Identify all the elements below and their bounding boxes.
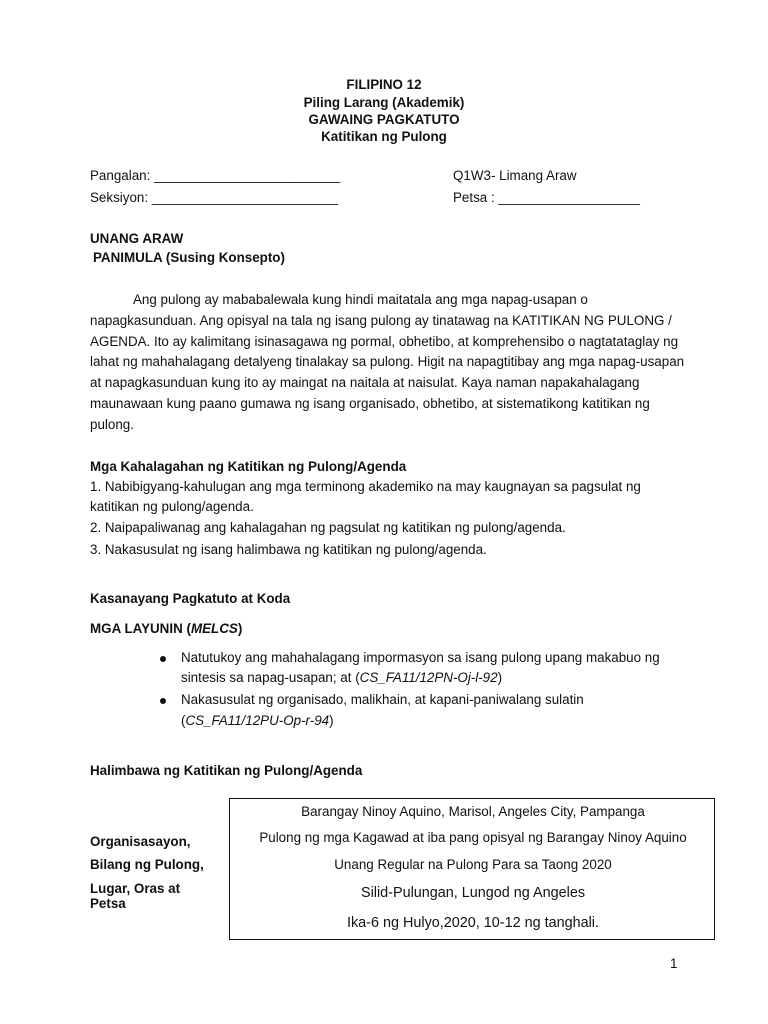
box-organization: Barangay Ninoy Aquino, Marisol, Angeles City, Pampanga (301, 804, 645, 819)
objective-1-code: CS_FA11/12PN-Oj-l-92 (359, 670, 498, 685)
bullet-dot (160, 698, 166, 704)
date-field: Petsa : ___________________ (453, 190, 640, 205)
objectives-heading-prefix: MGA LAYUNIN ( (90, 621, 191, 636)
importance-item-1: 1. Nabibigyang-kahulugan ang mga terminong akademiko na may kaugnayan sa pagsulat ng (90, 479, 641, 494)
objective-1-prefix: sintesis sa napag-usapan; at ( (181, 670, 360, 685)
box-venue: Silid-Pulungan, Lungod ng Angeles (360, 885, 586, 901)
box-meeting-number: Unang Regular na Pulong Para sa Taong 2020 (334, 857, 612, 872)
competency-heading: Kasanayang Pagkatuto at Koda (90, 591, 291, 606)
importance-item-1-cont: katitikan ng pulong/agenda. (90, 499, 254, 514)
objectives-heading-italic: MELCS (190, 621, 238, 636)
objective-2-line1: Nakasusulat ng organisado, malikhain, at kapani-paniwalang sulatin (181, 692, 584, 707)
objective-2-prefix: ( (181, 713, 186, 728)
objective-1-line2 (181, 670, 502, 685)
week-label: Q1W3- Limang Araw (453, 168, 577, 183)
doc-title-course: Piling Larang (Akademik) (303, 95, 465, 110)
section-field: Seksiyon: _________________________ (90, 190, 338, 205)
importance-item-3: 3. Nakasusulat ng isang halimbawa ng katitikan ng pulong/agenda. (90, 542, 487, 557)
box-date-time: Ika-6 ng Hulyo,2020, 10-12 ng tanghali. (346, 915, 599, 931)
label-venue-time: Lugar, Oras at (90, 881, 181, 896)
objective-2-line2 (181, 713, 334, 728)
objectives-heading-suffix: ) (237, 621, 243, 636)
label-date: Petsa (90, 896, 126, 911)
intro-paragraph: Ang pulong ay mababalewala kung hindi maitatala ang mga napag-usapan o napagkasunduan. Ang opisyal na tala ng isang pulong ay tinatawag na KATITIKAN NG PULONG / AGENDA. Ito ay kalimitang isinasagawa ng pormal, obhetibo, at komprehensibo o nagtatataglay ng lahat ng mahahalagang detalyeng tinalakay sa pulong. Higit na napagtitibay ang mga napag-usapan at napagkasunduan kung ito ay maingat na naitala at naisulat. Kaya naman napakahalagang maunawaan kung paano gumawa ng isang organisado, obhetibo, at sistematikong katitikan ng pulong. (90, 292, 685, 432)
objectives-heading (90, 621, 242, 636)
label-organization: Organisasayon, (90, 834, 191, 849)
objective-1-line1: Natutukoy ang mahahalagang impormasyon sa isang pulong upang makabuo ng (181, 650, 660, 665)
doc-title-topic: Katitikan ng Pulong (321, 129, 447, 144)
objective-2-code: CS_FA11/12PU-Op-r-94 (185, 713, 330, 728)
objective-2-suffix: ) (329, 713, 334, 728)
example-heading: Halimbawa ng Katitikan ng Pulong/Agenda (90, 763, 363, 778)
objective-1-suffix: ) (497, 670, 503, 685)
doc-title-activity: GAWAING PAGKATUTO (308, 112, 460, 127)
box-meeting-title: Pulong ng mga Kagawad at iba pang opisyal ng Barangay Ninoy Aquino (259, 830, 687, 845)
page-number: 1 (670, 956, 678, 971)
label-meeting-number: Bilang ng Pulong, (90, 857, 204, 872)
section-subheading-intro: PANIMULA (Susing Konsepto) (93, 250, 285, 265)
importance-heading: Mga Kahalagahan ng Katitikan ng Pulong/Agenda (90, 459, 407, 474)
bullet-dot (160, 656, 166, 662)
doc-title-subject: FILIPINO 12 (346, 77, 422, 92)
importance-item-2: 2. Naipapaliwanag ang kahalagahan ng pagsulat ng katitikan ng pulong/agenda. (90, 520, 566, 535)
name-field: Pangalan: _________________________ (90, 168, 341, 183)
minutes-header-box (229, 798, 715, 940)
section-heading-day1: UNANG ARAW (90, 231, 184, 246)
